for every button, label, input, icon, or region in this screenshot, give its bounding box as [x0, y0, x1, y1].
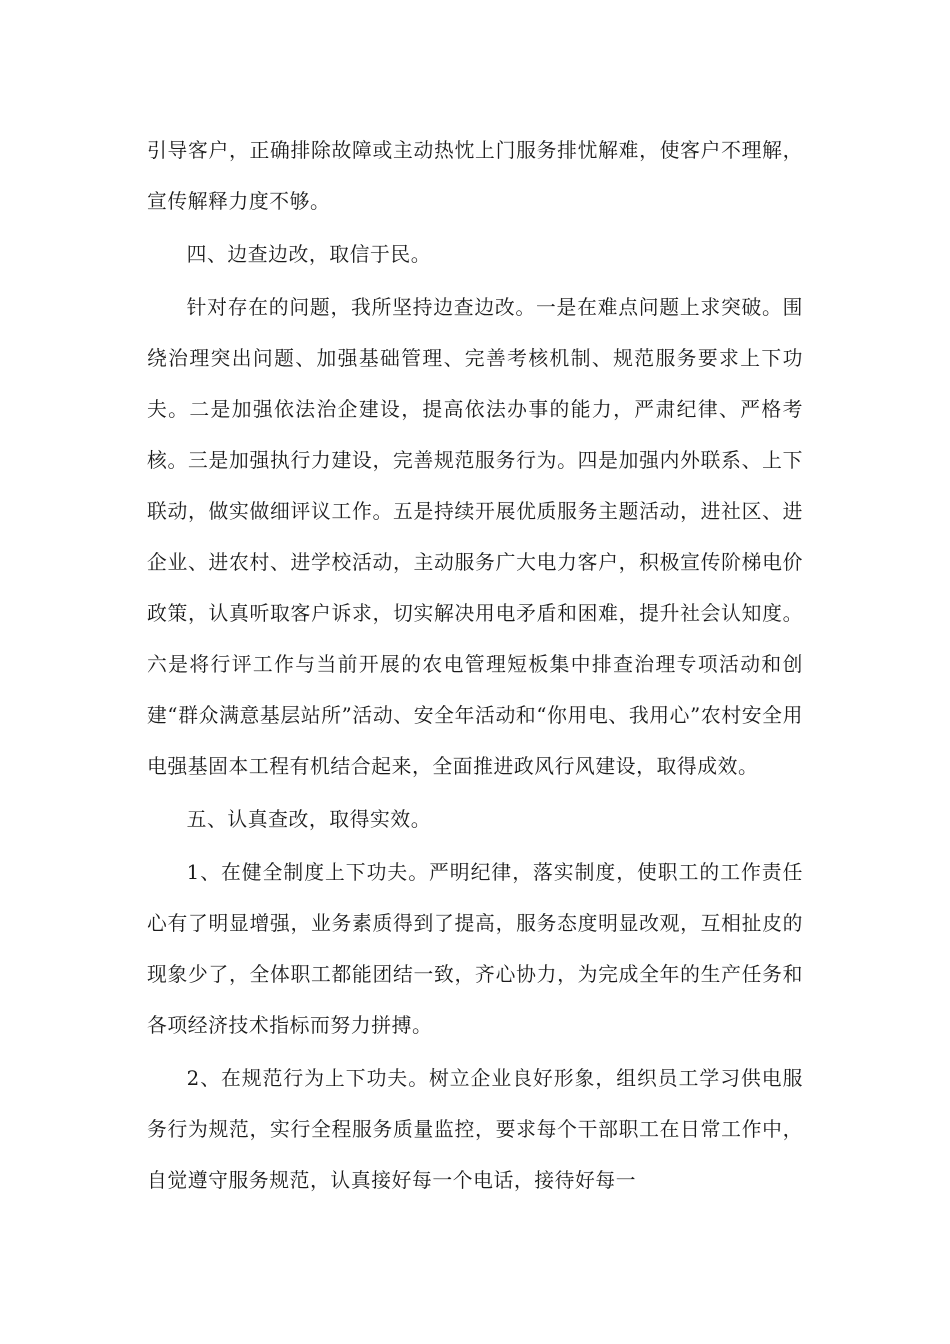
paragraph-item-1: 1、在健全制度上下功夫。严明纪律，落实制度，使职工的工作责任心有了明显增强，业务素质得到了提高，服务态度明显改观，互相扯皮的现象少了，全体职工都能团结一致，齐心协力，为完成全年的生产任务和各项经济技术指标而努力拼搏。: [147, 861, 803, 1037]
section-heading-4: 四、边查边改，取信于民。: [186, 243, 432, 266]
paragraph-item-2: 2、在规范行为上下功夫。树立企业良好形象，组织员工学习供电服务行为规范，实行全程服务质量监控，要求每个干部职工在日常工作中，自觉遵守服务规范，认真接好每一个电话，接待好每一: [147, 1067, 803, 1192]
document-body: [147, 125, 803, 1206]
paragraph-continuation: 引导客户，正确排除故障或主动热忱上门服务排忧解难，使客户不理解，宣传解释力度不够。: [147, 139, 803, 213]
paragraph-section-4: 针对存在的问题，我所坚持边查边改。一是在难点问题上求突破。围绕治理突出问题、加强基础管理、完善考核机制、规范服务要求上下功夫。二是加强依法治企建设，提高依法办事的能力，严肃纪律、严格考核。三是加强执行力建设，完善规范服务行为。四是加强内外联系、上下联动，做实做细评议工作。五是持续开展优质服务主题活动，进社区、进企业、进农村、进学校活动，主动服务广大电力客户，积极宣传阶梯电价政策，认真听取客户诉求，切实解决用电矛盾和困难，提升社会认知度。六是将行评工作与当前开展的农电管理短板集中排查治理专项活动和创建“群众满意基层站所”活动、安全年活动和“你用电、我用心”农村安全用电强基固本工程有机结合起来，全面推进政风行风建设，取得成效。: [147, 296, 803, 778]
section-heading-5: 五、认真查改，取得实效。: [186, 808, 432, 831]
